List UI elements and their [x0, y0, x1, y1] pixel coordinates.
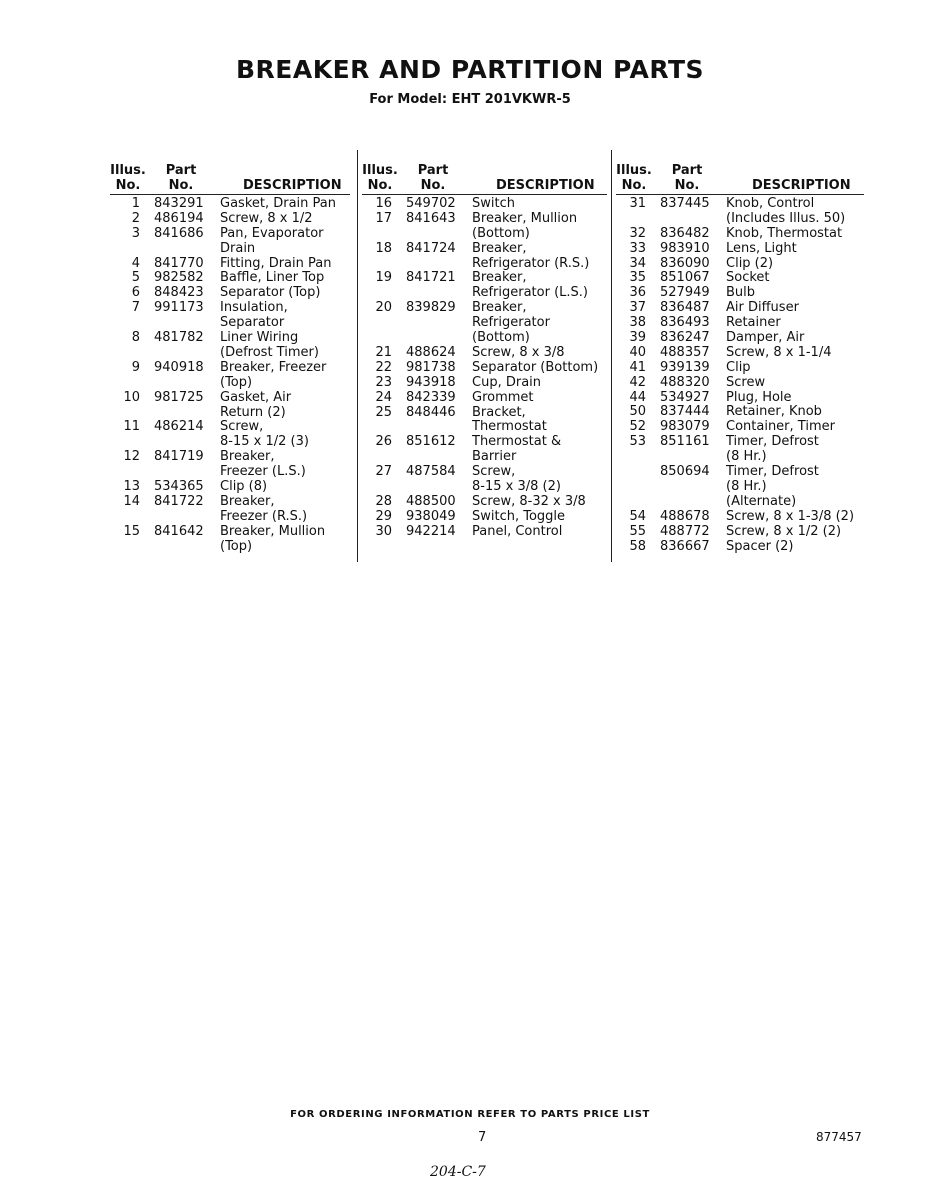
part-number: 841686: [154, 225, 204, 241]
part-description: [220, 361, 326, 391]
description-line: Knob, Control: [726, 196, 815, 211]
illus-number: 50: [629, 404, 646, 420]
illus-number: 6: [131, 285, 140, 301]
part-description: [726, 376, 765, 391]
illus-number: 23: [375, 374, 392, 390]
illus-number: 27: [375, 464, 392, 480]
illus-number: 30: [375, 523, 392, 539]
part-number: 851161: [660, 434, 710, 450]
description-line: Refrigerator (R.S.): [472, 255, 590, 271]
part-number: 527949: [660, 285, 710, 301]
description-line: Separator (Bottom): [472, 359, 599, 375]
description-line: Switch: [472, 196, 515, 211]
description-line: Refrigerator (L.S.): [472, 285, 588, 301]
description-line: Insulation,: [220, 300, 288, 316]
part-number: 837444: [660, 404, 710, 420]
description-line: Clip: [726, 359, 751, 375]
part-number: 841770: [154, 255, 204, 271]
part-description: [220, 495, 307, 525]
description-line: Breaker,: [220, 493, 275, 509]
part-description: [472, 391, 534, 406]
page-number: 7: [478, 1130, 487, 1145]
description-line: Timer, Defrost: [726, 434, 819, 450]
illus-number: 38: [629, 315, 646, 331]
part-description: [472, 212, 577, 242]
part-number: 488772: [660, 523, 710, 539]
part-number: 488500: [406, 493, 456, 509]
part-number: 848446: [406, 404, 456, 420]
part-description: [220, 212, 313, 227]
illus-number: 52: [629, 419, 646, 435]
part-description: [220, 286, 320, 301]
part-number: 836090: [660, 255, 710, 271]
part-description: [220, 227, 324, 257]
part-number: 983910: [660, 240, 710, 256]
illus-number: 29: [375, 508, 392, 524]
description-line: Container, Timer: [726, 419, 835, 435]
illus-number: 3: [131, 225, 140, 241]
part-description: [472, 361, 598, 376]
illus-number: 14: [123, 493, 140, 509]
part-number: 836482: [660, 225, 710, 241]
description-line: Baffle, Liner Top: [220, 270, 325, 286]
part-description: [472, 435, 561, 465]
part-description: [220, 257, 331, 272]
part-number: 836667: [660, 538, 710, 554]
illus-number: 54: [629, 508, 646, 524]
description-line: Screw, 8 x 1-3/8 (2): [726, 508, 855, 524]
illus-number: 15: [123, 523, 140, 539]
part-number: 836493: [660, 315, 710, 331]
part-description: [220, 420, 309, 450]
part-number: 841642: [154, 523, 204, 539]
illus-number: 24: [375, 389, 392, 405]
description-line: Bracket,: [472, 404, 526, 420]
part-description: [472, 346, 565, 361]
part-number: 850694: [660, 464, 710, 480]
part-description: [472, 495, 586, 510]
page-title: BREAKER AND PARTITION PARTS: [235, 55, 705, 84]
description-line: 8-15 x 3/8 (2): [472, 479, 561, 495]
illus-number: 5: [131, 270, 140, 286]
description-line: Knob, Thermostat: [726, 225, 843, 241]
illus-number: 58: [629, 538, 646, 554]
part-number: 488678: [660, 508, 710, 524]
description-line: Screw,: [472, 464, 516, 480]
description-line: Lens, Light: [726, 240, 797, 256]
part-number: 943918: [406, 374, 456, 390]
description-line: Screw, 8 x 1/2: [220, 210, 313, 226]
part-description: [472, 271, 588, 301]
illus-number: 35: [629, 270, 646, 286]
description-line: Barrier: [472, 449, 517, 465]
part-description: [726, 286, 755, 301]
description-line: Panel, Control: [472, 523, 563, 539]
part-number: 481782: [154, 330, 204, 346]
illus-number: 20: [375, 300, 392, 316]
ordering-footer: FOR ORDERING INFORMATION REFER TO PARTS PRICE LIST: [290, 1109, 650, 1120]
description-line: (Includes Illus. 50): [726, 210, 846, 226]
illus-number: 34: [629, 255, 646, 271]
part-description: [220, 450, 306, 480]
description-line: Breaker,: [472, 270, 527, 286]
part-description: [726, 525, 841, 540]
part-description: [726, 361, 751, 376]
part-number: 836247: [660, 330, 710, 346]
description-line: Breaker,: [472, 240, 527, 256]
illus-number: 32: [629, 225, 646, 241]
description-line: Screw: [726, 374, 766, 390]
description-line: Thermostat: [472, 419, 547, 435]
description-line: Freezer (R.S.): [220, 508, 308, 524]
part-number: 940918: [154, 359, 204, 375]
illus-number: 10: [123, 389, 140, 405]
part-number: 851067: [660, 270, 710, 286]
part-number: 488320: [660, 374, 710, 390]
part-description: [726, 316, 781, 331]
description-line: Screw,: [220, 419, 264, 435]
part-description: [472, 525, 562, 540]
part-header: Part No.: [671, 163, 703, 193]
part-description: [472, 465, 561, 495]
part-number: 488357: [660, 344, 710, 360]
part-number: 841721: [406, 270, 456, 286]
description-header: DESCRIPTION: [496, 178, 595, 193]
description-line: (Defrost Timer): [220, 344, 319, 360]
description-line: Retainer, Knob: [726, 404, 822, 420]
part-description: [220, 525, 325, 555]
description-line: Separator: [220, 315, 285, 331]
part-number: 486194: [154, 210, 204, 226]
description-line: Gasket, Air: [220, 389, 292, 405]
part-number: 837445: [660, 196, 710, 211]
illus-number: 25: [375, 404, 392, 420]
illus-number: 2: [131, 210, 140, 226]
part-number: 843291: [154, 196, 204, 211]
illus-number: 12: [123, 449, 140, 465]
description-line: Switch, Toggle: [472, 508, 566, 524]
part-description: [472, 510, 565, 525]
part-number: 981738: [406, 359, 456, 375]
part-description: [726, 346, 831, 361]
part-number: 841724: [406, 240, 456, 256]
model-subtitle: For Model: EHT 201VKWR-5: [369, 92, 571, 107]
part-description: [726, 197, 845, 227]
illus-header: Illus. No.: [362, 163, 398, 193]
description-header: DESCRIPTION: [243, 178, 342, 193]
illus-number: 41: [629, 359, 646, 375]
description-line: Plug, Hole: [726, 389, 792, 405]
part-number: 839829: [406, 300, 456, 316]
part-header: Part No.: [417, 163, 449, 193]
illus-number: 17: [375, 210, 392, 226]
part-description: [472, 301, 550, 346]
part-description: [726, 331, 804, 346]
part-number: 486214: [154, 419, 204, 435]
description-line: Fitting, Drain Pan: [220, 255, 332, 271]
description-line: Retainer: [726, 315, 781, 331]
part-description: [726, 227, 842, 242]
part-description: [220, 197, 336, 212]
part-description: [472, 197, 515, 212]
illus-number: 1: [131, 196, 140, 211]
handwritten-note: 204-C-7: [430, 1164, 486, 1180]
description-line: (Bottom): [472, 330, 530, 346]
description-header: DESCRIPTION: [752, 178, 851, 193]
illus-number: 37: [629, 300, 646, 316]
part-number: 534365: [154, 479, 204, 495]
part-number: 991173: [154, 300, 204, 316]
description-line: Screw, 8-32 x 3/8: [472, 493, 586, 509]
illus-number: 16: [375, 196, 392, 211]
part-description: [472, 242, 589, 272]
description-line: Cup, Drain: [472, 374, 542, 390]
illus-number: 7: [131, 300, 140, 316]
illus-number: 11: [123, 419, 140, 435]
illus-number: 19: [375, 270, 392, 286]
part-description: [472, 376, 541, 391]
description-line: Freezer (L.S.): [220, 464, 306, 480]
description-line: Damper, Air: [726, 330, 805, 346]
part-header: Part No.: [165, 163, 197, 193]
illus-header: Illus. No.: [616, 163, 652, 193]
illus-number: 8: [131, 330, 140, 346]
description-line: Spacer (2): [726, 538, 794, 554]
part-number: 942214: [406, 523, 456, 539]
header-rule: [362, 194, 607, 195]
description-line: Timer, Defrost: [726, 464, 819, 480]
header-rule: [616, 194, 864, 195]
description-line: Breaker, Freezer: [220, 359, 327, 375]
illus-number: 4: [131, 255, 140, 271]
description-line: Breaker, Mullion: [220, 523, 326, 539]
description-line: Return (2): [220, 404, 286, 420]
part-description: [220, 271, 324, 286]
part-number: 549702: [406, 196, 456, 211]
illus-number: 33: [629, 240, 646, 256]
description-line: Breaker,: [220, 449, 275, 465]
description-line: Screw, 8 x 1-1/4: [726, 344, 832, 360]
description-line: Air Diffuser: [726, 300, 799, 316]
description-line: Drain: [220, 240, 256, 256]
illus-number: 13: [123, 479, 140, 495]
part-number: 939139: [660, 359, 710, 375]
illus-number: 36: [629, 285, 646, 301]
illus-number: 39: [629, 330, 646, 346]
description-line: (8 Hr.): [726, 478, 767, 494]
part-description: [726, 510, 854, 525]
part-number: 938049: [406, 508, 456, 524]
description-line: Screw, 8 x 3/8: [472, 344, 565, 360]
description-line: Separator (Top): [220, 285, 321, 301]
part-description: [220, 301, 288, 331]
description-line: Bulb: [726, 285, 756, 301]
part-number: 851612: [406, 434, 456, 450]
illus-number: 31: [629, 196, 646, 211]
illus-number: 42: [629, 374, 646, 390]
description-line: Refrigerator: [472, 315, 550, 331]
description-line: (Top): [220, 374, 253, 390]
part-description: [726, 257, 773, 272]
description-line: Breaker, Mullion: [472, 210, 578, 226]
description-line: (Top): [220, 538, 253, 554]
description-line: Gasket, Drain Pan: [220, 196, 337, 211]
part-number: 488624: [406, 344, 456, 360]
description-line: Screw, 8 x 1/2 (2): [726, 523, 842, 539]
description-line: (Bottom): [472, 225, 530, 241]
part-number: 841719: [154, 449, 204, 465]
part-description: [220, 480, 267, 495]
description-line: (Alternate): [726, 493, 797, 509]
description-line: Clip (2): [726, 255, 774, 271]
illus-number: 22: [375, 359, 392, 375]
illus-number: 21: [375, 344, 392, 360]
part-number: 841722: [154, 493, 204, 509]
part-description: [726, 465, 819, 510]
column-divider: [611, 150, 612, 562]
part-description: [726, 540, 794, 555]
illus-number: 26: [375, 434, 392, 450]
illus-header: Illus. No.: [110, 163, 146, 193]
part-number: 848423: [154, 285, 204, 301]
description-line: Breaker,: [472, 300, 527, 316]
part-description: [726, 420, 835, 435]
description-line: Pan, Evaporator: [220, 225, 324, 241]
part-description: [726, 391, 792, 406]
illus-number: 9: [131, 359, 140, 375]
illus-number: 53: [629, 434, 646, 450]
description-line: Liner Wiring: [220, 330, 299, 346]
header-rule: [110, 194, 350, 195]
part-number: 842339: [406, 389, 456, 405]
description-line: Grommet: [472, 389, 534, 405]
illus-number: 28: [375, 493, 392, 509]
part-description: [726, 405, 822, 420]
part-number: 487584: [406, 464, 456, 480]
part-number: 983079: [660, 419, 710, 435]
part-number: 981725: [154, 389, 204, 405]
part-description: [726, 435, 819, 465]
part-number: 841643: [406, 210, 456, 226]
description-line: Clip (8): [220, 479, 268, 495]
illus-number: 18: [375, 240, 392, 256]
part-description: [726, 242, 797, 257]
part-description: [472, 406, 547, 436]
part-number: 534927: [660, 389, 710, 405]
illus-number: 40: [629, 344, 646, 360]
description-line: Thermostat &: [472, 434, 562, 450]
part-number: 836487: [660, 300, 710, 316]
part-number: 982582: [154, 270, 204, 286]
description-line: Socket: [726, 270, 770, 286]
part-description: [220, 391, 291, 421]
part-description: [220, 331, 319, 361]
part-description: [726, 271, 770, 286]
description-line: (8 Hr.): [726, 449, 767, 465]
illus-number: 44: [629, 389, 646, 405]
part-description: [726, 301, 799, 316]
document-number: 877457: [816, 1130, 862, 1144]
column-divider: [357, 150, 358, 562]
description-line: 8-15 x 1/2 (3): [220, 434, 309, 450]
illus-number: 55: [629, 523, 646, 539]
